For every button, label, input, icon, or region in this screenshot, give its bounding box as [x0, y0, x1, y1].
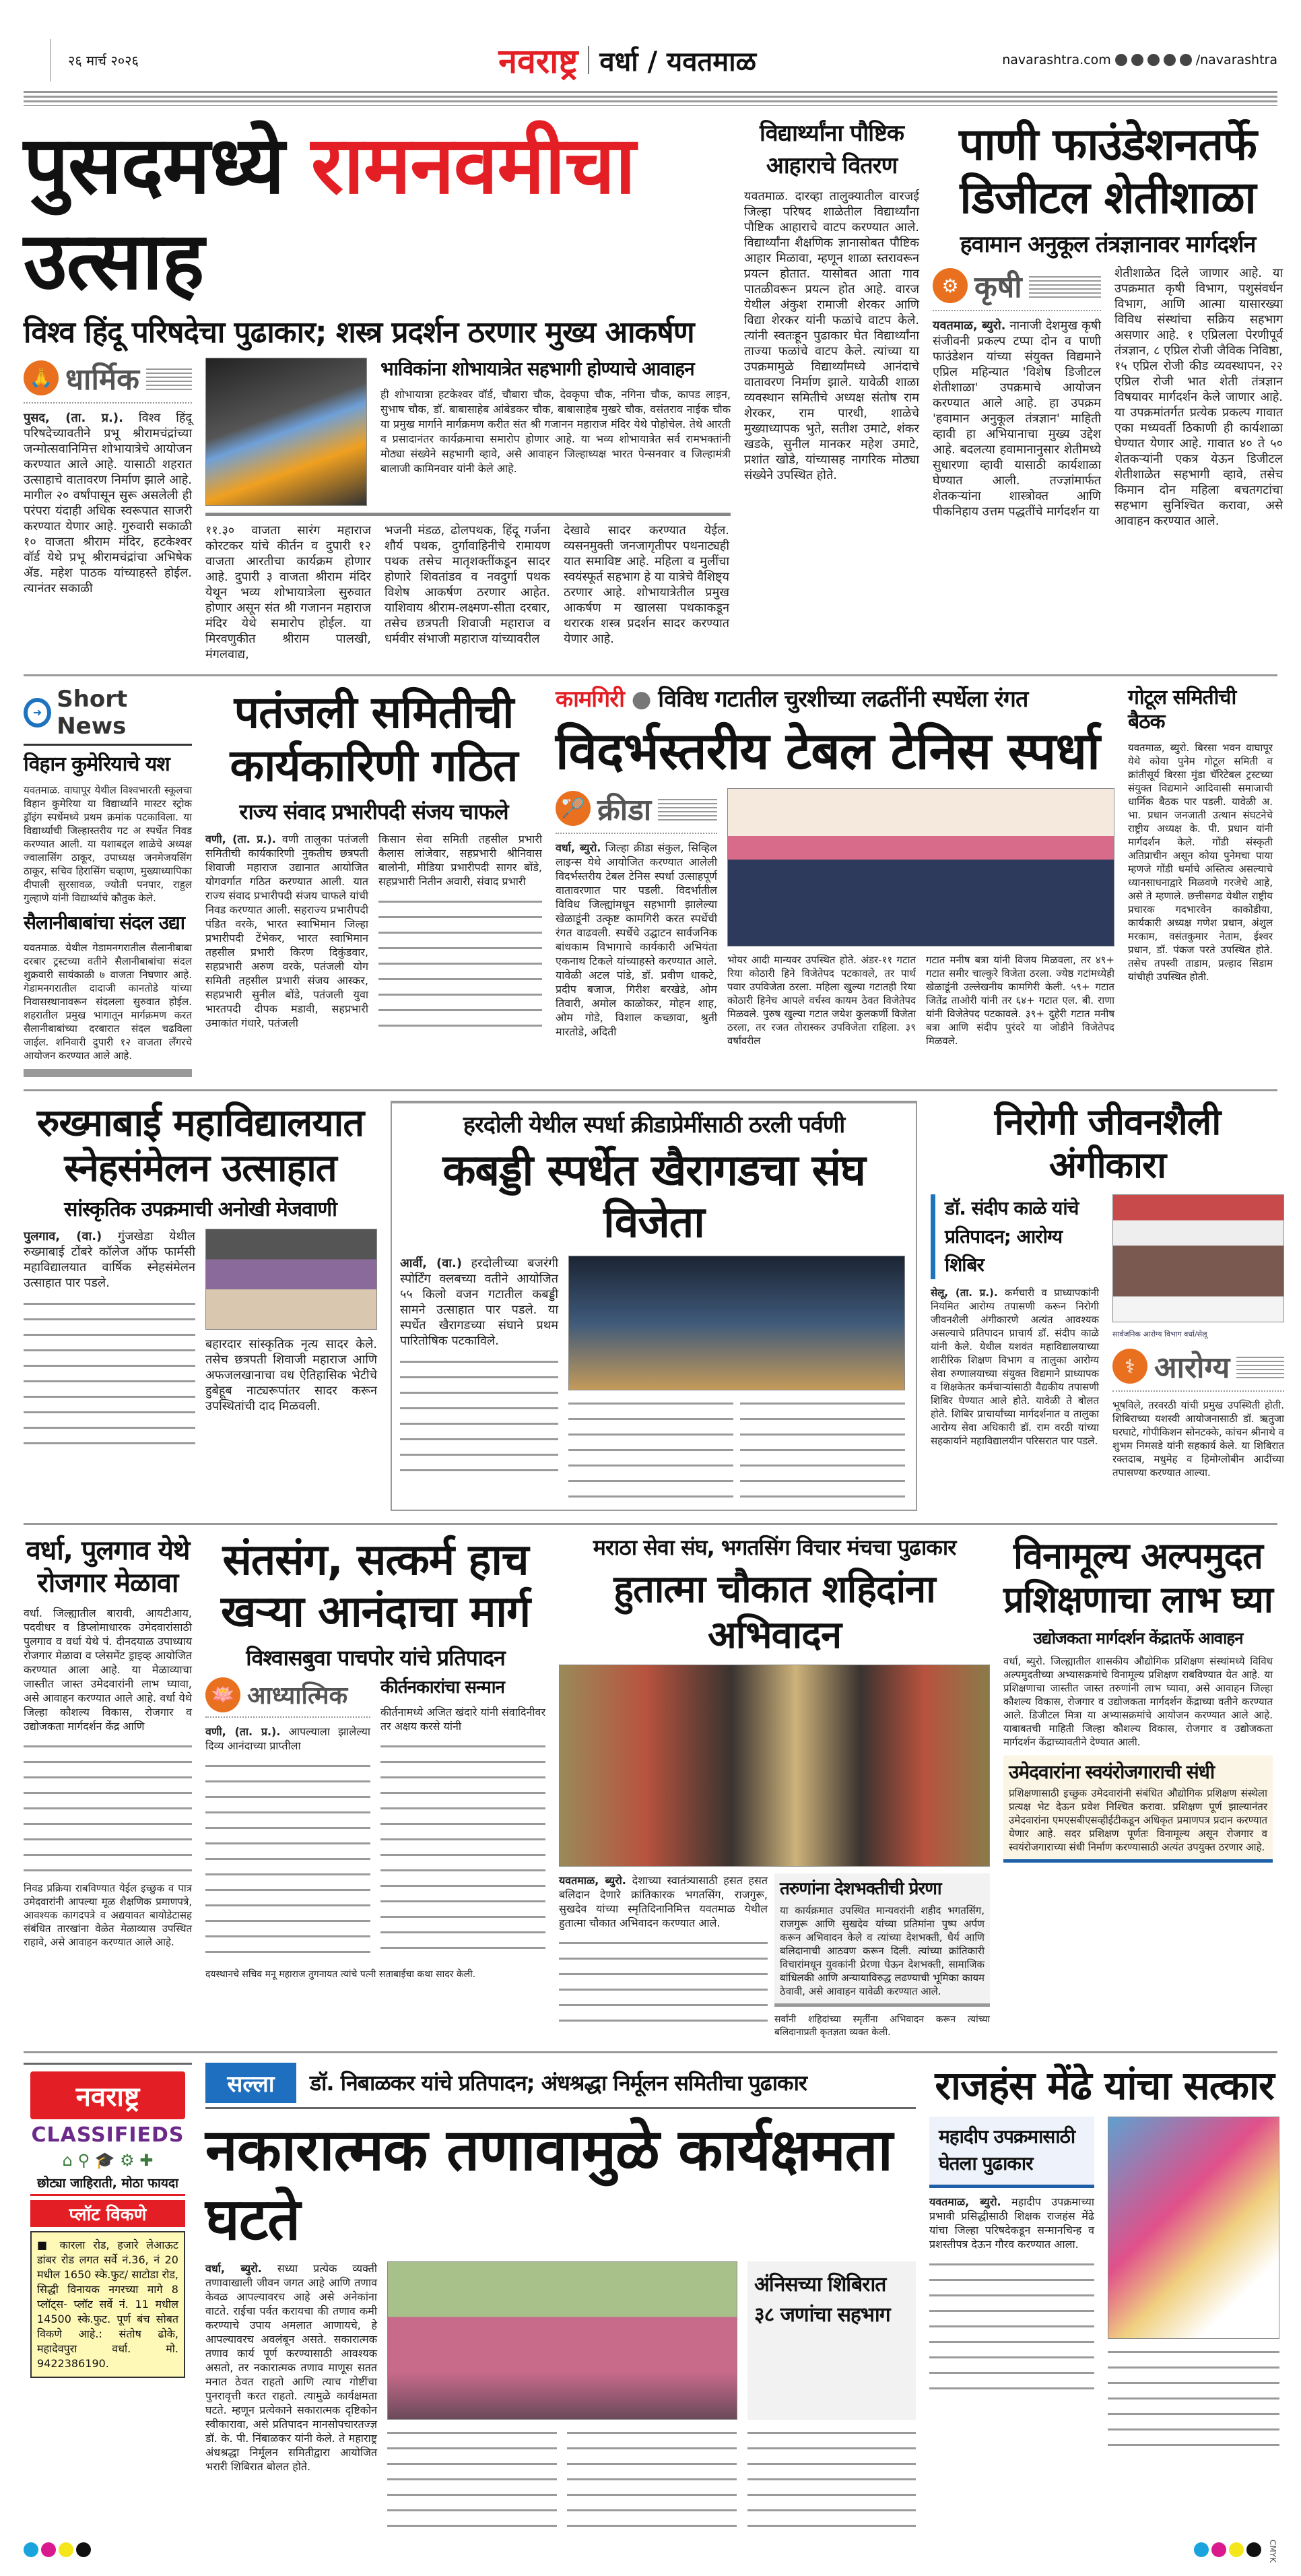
- classifieds-logo: नवराष्ट्र: [30, 2071, 185, 2119]
- nutrition-headline: विद्यार्थ्यांना पौष्टिक आहाराचे वितरण: [760, 120, 904, 179]
- registration-dots-right: [1194, 2542, 1264, 2560]
- maratha-headline: हुतात्मा चौकात शहिदांना अभिवादन: [613, 1568, 935, 1657]
- box-body: ही शोभायात्रा हटकेश्वर वॉर्ड, चौबारा चौक, देवकृपा चौक, नगिना चौक, कापड लाइन, सुभाष चौक, डॉ. बाबासाहेब आंबेडकर चौक, बाबासाहेब मुखरे चौक, वसंतराव नाईक चौक या प्रमुख मार्गाने मार्गक्रमण करीत संत श्री गजानन महाराज मंदिर येथे पोहोचेल. तेथे आरती व प्रसादानंतर कार्यक्रमाचा समारोप होणार आहे. या भव्य शोभायात्रेत सर्व रामभक्तांनी मोठ्या संख्येने सहभागी व्हावे, असे आवाहन जिल्हाध्यक्ष भारत पेन्सनवार व जिल्हामंत्री बालाजी कामिनवार यांनी केले आहे.: [380, 387, 731, 475]
- rukhmabai-body-2: बहारदार सांस्कृतिक नृत्य सादर केले. तसेच छत्रपती शिवाजी महाराज आणि अफजलखानाचा वध ऐतिहासिक भेटीचे हुबेहूब नाट्यरूपांतर सादर करून उपस्थितांची दाद मिळवली.: [205, 1337, 377, 1413]
- lord-ram-photo: [205, 358, 367, 506]
- section-label-arogya: ⚕ आरोग्य: [1112, 1346, 1284, 1392]
- rukhmabai-headline: रुख्माबाई महाविद्यालयात स्नेहसंमेलन उत्साहात: [36, 1101, 364, 1190]
- maratha-box-headline: तरुणांना देशभक्तीची प्रेरणा: [780, 1878, 941, 1899]
- kabaddi-body: आर्वी, (वा.) हरदोलीच्या बजरंगी स्पोर्टिंग क्लबच्या वतीने आयोजित ५५ किलो वजन गटातील कबड्डी सामने उत्साहात पार पडले. या स्पर्धेत खैरागडच्या संघाने प्रथम पारितोषिक पटकाविले.: [400, 1256, 558, 1348]
- patanjali-col-2: किसान सेवा समिती तहसील प्रभारी कैलास लांजेवार, सहप्रभारी श्रीनिवास बालोनी, मीडिया प्रभारीपदी सागर बोंडे, सहप्रभारी नितीन अवारी, संवाद प्रभारी: [378, 832, 542, 888]
- maratha-sidebar-box: [774, 1873, 990, 2007]
- rojgar-body: वर्धा. जिल्ह्यातील बारावी, आयटीआय, पदवीधर व डिप्लोमाधारक उमेदवारांसाठी पुलगाव व वर्धा येथे पं. दीनदयाळ उपाध्याय रोजगार मेळावा व प्लेसमेंट ड्राइव्ह आयोजित करण्यात आला आहे. या मेळाव्याचा जास्तीत जास्त उमेदवारांनी लाभ घ्यावा, असे आवाहन करण्यात आले आहे. वर्धा येथे जिल्हा कौशल्य विकास, रोजगार व उद्योजकता मार्गदर्शन केंद्र आणि: [24, 1606, 192, 1733]
- kabaddi-headline: कबड्डी स्पर्धेत खैरागडचा संघ विजेता: [442, 1146, 865, 1248]
- section-label-dharmik: 🙏 धार्मिक: [24, 358, 192, 404]
- kirtankar-headline: कीर्तनकारांचा सन्मान: [380, 1677, 504, 1698]
- rajhans-box: महादीप उपक्रमासाठी घेतला पुढाकार: [929, 2117, 1094, 2188]
- paani-col-2: शेतीशाळेत दिले जाणार आहे. या उपक्रमात कृषी विभाग, पशुसंवर्धन विभाग, आणि आत्मा यासारख्या विविध संस्थांचा सक्रिय सहभाग असणार आहे. १ एप्रिलला पेरणीपूर्व तंत्रज्ञान, ८ एप्रिल रोजी जैविक निविष्ठा, १५ एप्रिल रोजी कीड व्यवस्थापन, २२ एप्रिल रोजी भात शेती तंत्रज्ञान विषयावर मार्गदर्शन केले जाणार आहे. या उपक्रमांतर्गत प्रत्येक प्रकल्प गावात एका मध्यवर्ती ठिकाणी ही कार्यशाळा घेण्यात येणार आहे. गावात ४० ते ५० शेतकऱ्यांनी एकत्र येऊन डिजीटल शेतीशाळेत सहभागी व्हावे, तसेच किमान दोन महिला बचतगटांचा सहभाग सुनिश्चित करावा, असे आवाहन करण्यात आले.: [1114, 266, 1283, 529]
- tt-kicker: कामगिरी ● विविध गटातील चुरशीच्या लढतींनी स्पर्धेला रंगत: [556, 685, 1028, 713]
- kabaddi-team-photo: [568, 1256, 905, 1390]
- rukhmabai-body: पुलगाव, (वा.) गुंजखेडा येथील रुख्माबाई टोंबरे कॉलेज ऑफ फार्मसी महाविद्यालयात वार्षिक स्नेहसंमेलन उत्साहात पार पडले.: [24, 1229, 195, 1290]
- felicitation-photo: [1108, 2117, 1279, 2339]
- rukhmabai-photo: [205, 1229, 377, 1330]
- paani-col-1: यवतमाळ, ब्युरो. नानाजी देशमुख कृषी संजीवनी प्रकल्प टप्पा दोन व पाणी फाउंडेशन यांच्या संयुक्त विद्यमाने एप्रिल महिन्यात 'विशेष डिजीटल शेतीशाळा' उपक्रमाचे आयोजन करण्यात आले आहे. हा उपक्रम 'हवामान अनुकूल तंत्रज्ञान' माहिती व्हावी हा अभियानाचा मुख्य उद्देश आहे. बदलत्या हवामानानुसार शेतीमध्ये सुधारणा व्हावी यासाठी कार्यशाळा घेण्यात आली. तज्ज्ञांमार्फत शेतकऱ्यांना शास्त्रोक्त आणि पीकनिहाय उत्तम पद्धतींचे मार्गदर्शन या: [933, 319, 1101, 519]
- satsang-headline: संतसंग, सत्कर्म हाच खऱ्या आनंदाचा मार्ग: [221, 1535, 530, 1637]
- stress-kicker: डॉ. निबाळकर यांचे प्रतिपादन; अंधश्रद्धा निर्मूलन समितीचा पुढाकार: [310, 2069, 807, 2096]
- classifieds-category: प्लॉट विकणे: [30, 2200, 185, 2227]
- photo-caption: सार्वजनिक आरोग्य विभाग वर्धा/सेलू: [1112, 1330, 1207, 1339]
- masthead-rule: [24, 91, 1277, 106]
- short-news-2-body: यवतमाळ. येथील गेडामनगरातील सैलानीबाबा दरबार ट्रस्टच्या वतीने सैलानीबाबांचा संदल शुक्रवारी सायंकाळी ७ वाजता निघणार आहे. गेडामनगरातील दादाजी कानतोडे यांच्या निवासस्थानावरून संदलला सुरुवात होईल. शहरातील प्रमुख भागातून मार्गक्रमण करत सैलानीबाबांच्या दरबारात संदल चढविला जाईल. शनिवारी दुपारी १२ वाजता लँगरचे आयोजन करण्यात आले आहे.: [24, 941, 192, 1062]
- satsang-foot: दयस्थानचे सचिव मनू महाराज तुगनायत त्यांचे पत्नी सताबाईचा कथा सादर केली.: [205, 1968, 476, 1980]
- training-subhead: उद्योजकता मार्गदर्शन केंद्रातर्फे आवाहन: [1033, 1628, 1243, 1648]
- registration-dots: [24, 2542, 94, 2560]
- classifieds-tagline: छोट्या जाहिराती, मोठा फायदा: [30, 2174, 185, 2196]
- gotul-body: यवतमाळ, ब्युरो. बिरसा भवन वाघापूर येथे कोया पुनेम गोटूल समिती व क्रांतीसूर्य बिरसा मुंडा चॅरिटेबल ट्रस्टच्या संयुक्त विद्यमाने आदिवासी समाजाची धार्मिक बैठक पार पडली. यावेळी अ. भा. प्रधान जनजाती उत्थान संघटनेचे राष्ट्रीय अध्यक्ष के. पी. प्रधान यांनी मार्गदर्शन केले. गोंडी संस्कृती अतिप्राचीन असून कोया पुनेमचा पाया म्हणजे गोंडी धर्माचे अस्तित्व असल्याचे ध्यानसाधनाद्वारे मिळवणे गरजेचे आहे, असे ते म्हणाले. छत्तीसगढ येथील राष्ट्रीय प्रचारक गदभारवेन काकोडीया, कार्यकारी अध्यक्ष गणेश प्रधान, अंशुल मरकाम, वसंतकुमार नेताम, ईश्वर प्रधान, डॉ. पंकज परते उपस्थित होते. तसेच तपस्वी ताडाम, प्रल्हाद सिडाम यांचीही उपस्थित होती.: [1128, 741, 1273, 983]
- nirogi-headline: निरोगी जीवनशैली अंगीकारा: [994, 1100, 1221, 1187]
- anis-box-headline: अंनिसच्या शिबिरात ३८ जणांचा सहभाग: [754, 2273, 890, 2327]
- section-label-adhyatmik: 🪷 आध्यात्मिक: [205, 1677, 370, 1718]
- rojgar-headline: वर्धा, पुलगाव येथे रोजगार मेळावा: [26, 1535, 190, 1599]
- stress-headline: नकारात्मक तणावामुळे कार्यक्षमता घटते: [205, 2116, 892, 2254]
- tt-headline: विदर्भस्तरीय टेबल टेनिस स्पर्धा: [556, 720, 1100, 781]
- website-link[interactable]: navarashtra.com: [1002, 53, 1111, 67]
- stress-body: वर्धा, ब्युरो. सध्या प्रत्येक व्यक्ती तणावाखाली जीवन जगत आहे आणि तणाव केवळ आपल्यावरच आहे असे अनेकांना वाटते. राईचा पर्वत करायचा की तणाव कमी करण्याचे उपाय अमलात आणायचे, हे आपल्यावरच अवलंबून असते. सकारात्मक तणाव कार्य पूर्ण करण्यासाठी आवश्यक असतो, तर नकारात्मक तणाव माणूस सतत मनात ठेवत राहतो आणि त्याच गोष्टींचा पुनरावृत्ती करत राहतो. त्यामुळे कार्यक्षमता घटते. म्हणून प्रत्येकाने सकारात्मक दृष्टिकोन स्वीकारावा, असे प्रतिपादन मानसोपचारतज्ज्ञ डॉ. के. पी. निंबाळकर यांनी केले. ते महाराष्ट्र अंधश्रद्धा निर्मूलन समितीद्वारा आयोजित भरारी शिबिरात बोलत होते.: [205, 2262, 377, 2474]
- training-headline: विनामूल्य अल्पमुदत प्रशिक्षणाचा लाभ घ्या: [1003, 1534, 1273, 1621]
- social-handle[interactable]: /navarashtra: [1195, 53, 1277, 67]
- box-headline: भाविकांना शोभायात्रेत सहभागी होण्याचे आवाहन: [380, 357, 694, 380]
- cmyk-label: CMYK: [1268, 2540, 1277, 2563]
- kirtankar-body: कीर्तनामध्ये अजित खंदारे यांनी संवादिनीवर तर अक्षय करसे यांनी: [380, 1706, 545, 1733]
- lead-col-3: भजनी मंडळ, ढोलपथक, हिंदू गर्जना शौर्य पथक, दुर्गावाहिनीचे रामायण पथक तसेच मातृशक्तींकडून सादर होणारे शिवतांडव व नवदुर्गा पथक विशेष आकर्षण ठरणार आहेत. याशिवाय श्रीराम-लक्ष्मण-सीता दरबार, तसेच छत्रपती शिवाजी महाराज व धर्मवीर संभाजी महाराज यांच्यावरील: [385, 523, 550, 646]
- rajhans-headline: राजहंस मेंढे यांचा सत्कार: [935, 2062, 1274, 2108]
- facebook-icon[interactable]: [1115, 54, 1127, 66]
- martyrs-memorial-photo: [559, 1665, 990, 1867]
- shuttlecock-icon: 🏸: [556, 791, 591, 826]
- tt-col-1: वर्धा, ब्युरो. जिल्हा क्रीडा संकुल, सिव्हिल लाइन्स येथे आयोजित करण्यात आलेली विदर्भस्तरीय टेबल टेनिस स्पर्धा उत्साहपूर्ण वातावरणात पार पडली. विदर्भातील विविध जिल्ह्यांमधून सहभागी झालेल्या खेळाडूंनी उत्कृष्ट कामगिरी करत स्पर्धेची रंगत वाढवली. स्पर्धेचे उद्घाटन सार्वजनिक बांधकाम विभागाचे कार्यकारी अभियंता एकनाथ टिकले यांच्याहस्ते करण्यात आले. यावेळी अटल पांडे, डॉ. प्रवीण धाकटे, प्रदीप बजाज, गिरीश बरखेडे, ओम तिवारी, अमोल काळोकर, मोहन शाह, ओम गोडे, विशाल कच्छावा, श्रुती मारतोडे, अदिती: [556, 841, 717, 1038]
- anis-camp-photo: [387, 2261, 737, 2420]
- nirogi-body-2: भूषविले, तरवरठी यांची प्रमुख उपस्थिती होती. शिबिराच्या यशस्वी आयोजनासाठी डॉ. ऋतुजा घरघाटे, गोपीकिशन सोनटक्के, कांचन श्रीनाथे व शुभम निमसडे यांनी सहकार्य केले. या शिबिरात रक्तदाब, मधुमेह व हिमोग्लोबीन आदींच्या तपासण्या करण्यात आल्या.: [1112, 1399, 1284, 1479]
- arrow-icon: ➜: [24, 698, 51, 728]
- rajhans-body: यवतमाळ, ब्युरो. महादीप उपक्रमाच्या प्रभावी प्रसिद्धीसाठी शिक्षक राजहंस मेंढे यांचा जिल्हा परिषदेकडून सन्मानचिन्ह व प्रशस्तीपत्र देऊन गौरव करण्यात आला.: [929, 2195, 1094, 2251]
- tt-col-3: गटात मनीष बत्रा यांनी विजय मिळवला, तर ४९+ गटात समीर चाल्कुरे विजेता ठरला. ज्येष्ठ गटांमध्येही खेळाडूंनी उल्लेखनीय कामगिरी केली. ५९+ गटात जितेंद्र ताओरी यांनी तर ६४+ गटात एल. बी. राणा यांनी विजेतेपद पटकावले. ३९+ दुहेरी गटात मनीष बत्रा आणि संदीप पुरंदरे या जोडीने विजेतेपद मिळवले.: [926, 953, 1114, 1047]
- short-news-2-headline: सैलानीबाबांचा संदल उद्या: [24, 911, 185, 934]
- kabaddi-box: [391, 1101, 917, 1511]
- kabaddi-kicker: हरदोली येथील स्पर्धा क्रीडाप्रेमींसाठी ठरली पर्वणी: [463, 1111, 845, 1138]
- patanjali-subhead: राज्य संवाद प्रभारीपदी संजय चाफले: [239, 799, 508, 825]
- rojgar-body-end: निवड प्रक्रिया राबविण्यात येईल इच्छुक व पात्र उमेदवारांनी आपल्या मूळ शैक्षणिक प्रमाणपत्रे, आवश्यक कागदपत्रे व अद्ययावत बायोडेटासह संबंधित तारखांना वेळेत मेळाव्यास उपस्थित राहावे, असे आवाहन करण्यात आले आहे.: [24, 1881, 192, 1948]
- salla-tag: सल्ला: [205, 2063, 296, 2103]
- lotus-meditation-icon: 🪷: [205, 1677, 240, 1712]
- nirogi-body: सेलू, (ता. प्र.). कर्मचारी व प्राध्यापकांनी नियमित आरोग्य तपासणी करून निरोगी जीवनशैली अंगीकारणे अत्यंत आवश्यक असल्याचे प्रतिपादन प्राचार्य डॉ. संदीप काळे यांनी केले. येथील यशवंत महाविद्यालयाच्या शारीरिक शिक्षण विभाग व तालुका आरोग्य सेवा रुग्णालयाच्या संयुक्त विद्यमाने प्राध्यापक व शिक्षकेतर कर्मचाऱ्यांसाठी वैद्यकीय तपासणी शिबिर घेण्यात आले होते. यावेळी ते बोलत होते. शिबिर प्राचार्यांच्या मार्गदर्शनात व तालुका आरोग्य सेवा अधिकारी डॉ. राम वरठी यांच्या सहकार्याने महाविद्यालयीन परिसरात पार पडले.: [931, 1287, 1099, 1448]
- lead-col-2: ११.३० वाजता सारंग महाराज कोरटकर यांचे कीर्तन व दुपारी १२ वाजता आरतीचा कार्यक्रम होणार आहे. दुपारी ३ वाजता श्रीराम मंदिर येथून भव्य शोभायात्रेला सुरुवात होणार असून संत श्री गजानन महाराज मंदिर येथे समारोप होईल. या मिरवणुकीत श्रीराम पालखी, मंगलवाद्य,: [205, 523, 371, 662]
- short-news-1-headline: विहान कुमेरियाचे यश: [24, 752, 170, 776]
- x-icon[interactable]: [1147, 54, 1160, 66]
- masthead: [24, 0, 1277, 91]
- training-box: उमेदवारांना स्वयंरोजगाराची संधी प्रशिक्षणासाठी इच्छुक उमेदवारांनी संबंधित औद्योगिक प्रशिक्षण संस्थेला प्रत्यक्ष भेट देऊन प्रवेश निश्चित करावा. प्रशिक्षण पूर्ण झाल्यानंतर उमेदवारांना एमएसबीएसव्हीईटीकडून अधिकृत प्रमाणपत्र प्रदान करण्यात येणार आहे. सदर प्रशिक्षण पूर्णतः विनामूल्य असून रोजगार व स्वयंरोजगाराच्या संधी निर्माण करण्यासाठी अत्यंत उपयुक्त ठरणार आहे.: [1003, 1756, 1273, 1863]
- wheat-gear-icon: ⚙: [933, 268, 968, 303]
- paani-subhead: हवामान अनुकूल तंत्रज्ञानावर मार्गदर्शन: [960, 231, 1256, 259]
- gotul-headline: गोटूल समितीची बैठक: [1128, 685, 1236, 734]
- health-camp-photo: [1112, 1194, 1284, 1322]
- lead-subhead: विश्व हिंदू परिषदेचा पुढाकार; शस्त्र प्रदर्शन ठरणार मुख्य आकर्षण: [24, 315, 694, 350]
- lead-col-4: देखावे सादर करण्यात येईल. व्यसनमुक्ती जनजागृतीपर पथनाट्यही यात समाविष्ट आहे. महिला व मुलींचा स्वयंस्फूर्त सहभाग हे या यात्रेचे वैशिष्ट्य ठरणार आहे. शोभायात्रेतील प्रमुख आकर्षण म खालसा पथकाकडून थरारक शस्त्र प्रदर्शन सादर करण्यात येणार आहे.: [564, 523, 729, 646]
- rukhmabai-subhead: सांस्कृतिक उपक्रमाची अनोखी मेजवाणी: [64, 1197, 337, 1221]
- nirogi-box: डॉ. संदीप काळे यांचे प्रतिपादन; आरोग्य शिबिर: [931, 1194, 1099, 1279]
- anis-box: [747, 2261, 916, 2420]
- edition-name: वर्धा / यवतमाळ: [599, 46, 756, 77]
- nutrition-body: यवतमाळ. दारव्हा तालुक्यातील वारजई जिल्हा परिषद शाळेतील विद्यार्थ्यांना पौष्टिक आहाराचे वाटप करण्यात आले. विद्यार्थ्यांना शैक्षणिक ज्ञानासोबत पौष्टिक आहार मिळावा, म्हणून शाळा स्तरावरून प्रयत्न होतात. यासोबत आता गाव पातळीवरून प्रयत्न होत आहे. वारज येथील अंकुश रामाजी शेरकर आणि विद्या शेरकर यांनी फळांचे वाटप केले. त्यांनी स्वतःहून पुढाकार घेत विद्यार्थ्यांना ताज्या फळांचे वाटप केले. त्यांच्या या उपक्रमामुळे विद्यार्थ्यांमध्ये आनंदाचे वातावरण निर्माण झाले. यावेळी शाळा व्यवस्थान समितीचे अध्यक्ष संतोष राम शेरकर, राम पारधी, शाळेचे मुख्याध्यापक भुते, सतीश उमाटे, शंकर खडके, सुनील मानकर महेश उमाटे, प्रशांत खोडे, यांच्यासह नागरिक मोठ्या संख्येने उपस्थित होते.: [744, 189, 919, 483]
- section-label-krushi: ⚙ कृषी: [933, 265, 1101, 311]
- lead-headline: पुसदमध्ये रामनवमीचा उत्साह: [24, 119, 636, 307]
- patanjali-headline: पतंजली समितीची कार्यकारिणी गठित: [230, 686, 518, 792]
- threads-icon[interactable]: [1180, 54, 1192, 66]
- training-body: वर्धा, ब्युरो. जिल्ह्यातील शासकीय औद्योगिक प्रशिक्षण संस्थांमध्ये विविध अल्पमुदतीच्या अभ्यासक्रमांचे विनामूल्य प्रशिक्षण राबविण्यात येत आहे. या प्रशिक्षणाचा जास्तीत जास्त तरुणांनी लाभ घ्यावा, असे आवाहन जिल्हा कौशल्य विकास, रोजगार व उद्योजकता मार्गदर्शन केंद्राच्या वतीने करण्यात आले. डिजीटल मित्रा या अभ्यासक्रमांचे आयोजन करण्यात आले आहे. याबाबतची माहिती जिल्हा कौशल्य विकास, रोजगार व उद्योजकता मार्गदर्शन केंद्राच्यावतीने देण्यात आली.: [1003, 1655, 1273, 1749]
- patanjali-col-1: वणी, (ता. प्र.). वणी तालुका पतंजली समितीची कार्यकारिणी नुकतीच छत्रपती शिवाजी महाराज उद्यानात आयोजित योगवर्गात गठित करण्यात आली. यात राज्य संवाद प्रभारीपदी संजय चाफले यांची निवड करण्यात आली. सहराज्य प्रभारीपदी पंडित वरके, भारत स्वाभिमान जिल्हा प्रभारीपदी टेंभेकर, भारत स्वाभिमान तहसील प्रभारी किरण दिकुंडवार, सहप्रभारी अरुण वरके, पतंजली योग समिती तहसील प्रभारी संजय आस्कर, सहप्रभारी सुनील बोंडे, पतंजली युवा भारतपदी दीपक मडावी, सहप्रभारी उमाकांत गंधारे, पतंजली: [205, 832, 368, 1029]
- youtube-icon[interactable]: [1164, 54, 1176, 66]
- maratha-foot: सर्वांनी शहिदांच्या स्मृतींना अभिवादन करून त्यांच्या बलिदानाप्रती कृतज्ञता व्यक्त केली.: [774, 2014, 990, 2038]
- classified-ad: ■ कारला रोड, हजारे लेआऊट डांबर रोड लगत सर्वे नं.36, नं 20 मधील 1650 स्के.फुट/ साटोडा रोड, सिद्धी विनायक नगरच्या मागे 8 प्लॉट्स- प्लॉट सर्वे नं. 11 मधील 14500 स्के.फुट. पूर्ण बंच सोबत विकणे आहे.: संतोष ढोके, महादेवपुरा वर्धा. मो. 9422386190.: [30, 2231, 185, 2378]
- maratha-kicker: मराठा सेवा संघ, भगतसिंग विचार मंचचा पुढाकार: [593, 1534, 956, 1560]
- section-label-krida: 🏸 क्रीडा: [556, 788, 717, 834]
- instagram-icon[interactable]: [1131, 54, 1143, 66]
- paani-headline: पाणी फाउंडेशनतर्फे डिजीटल शेतीशाळा: [959, 119, 1257, 224]
- satsang-subhead: विश्वासबुवा पाचपोर यांचे प्रतिपादन: [246, 1644, 505, 1671]
- issue-date: २६ मार्च २०२६: [51, 39, 253, 82]
- short-news-1-body: यवतमाळ. वाघापूर येथील विश्वभारती स्कूलचा विहान कुमेरिया या विद्यार्थ्याने मास्टर स्ट्रोक ड्रॉइंग स्पर्धेमध्ये प्रथम क्रमांक पटकाविला. या विद्यार्थ्याची जिल्हास्तरीय गट अ स्पर्धेत निवड करण्यात आली. या यशाबद्दल शाळेचे अध्यक्ष ज्वालासिंग ठाकूर, उपाध्यक्ष जनमेजयसिंग ठाकूर, सचिव हिरासिंग चव्हाण, मुख्याध्यापिका दीपाली सुरसावळ, ज्योती पनपार, राहुल गुल्हाणे यांनी विद्यार्थ्याचे कौतुक केले.: [24, 783, 192, 904]
- short-news-label: ➜ Short News: [24, 686, 192, 746]
- maratha-body: यवतमाळ, ब्युरो. देशाच्या स्वातंत्र्यासाठी हसत हसत बलिदान देणारे क्रांतिकारक भगतसिंग, राजगुरू, सुखदेव यांच्या स्मृतिदिनानिमित्त यवतमाळ येथील हुतात्मा चौकात अभिवादन करण्यात आले.: [559, 1873, 768, 1929]
- classifieds-icons: ⌂ ⚲ 🎓 ⚙ ✚: [62, 2150, 154, 2170]
- doctor-icon: ⚕: [1112, 1349, 1147, 1384]
- tt-winners-photo: [727, 788, 1114, 946]
- namaste-icon: 🙏: [24, 360, 59, 395]
- classifieds-panel: [24, 2063, 192, 2385]
- maratha-box-body: या कार्यक्रमात उपस्थित मान्यवरांनी शहीद भगतसिंग, राजगुरू आणि सुखदेव यांच्या प्रतिमांना पुष्प अर्पण करून अभिवादन केले व त्यांच्या देशभक्ती, धैर्य आणि बलिदानाची आठवण करून दिली. त्यांच्या क्रांतिकारी विचारांमधून युवकांनी प्रेरणा घेऊन देशभक्ती, सामाजिक बांधिलकी आणि अन्यायाविरुद्ध लढण्याची भूमिका कायम ठेवावी, असे आवाहन यावेळी करण्यात आले.: [780, 1904, 985, 1997]
- satsang-body: वणी, (ता. प्र.). आपल्याला झालेल्या दिव्य आनंदाच्या प्राप्तीला: [205, 1725, 370, 1752]
- masthead-logo: नवराष्ट्र: [498, 42, 578, 81]
- classifieds-title: CLASSIFIEDS: [31, 2123, 185, 2147]
- tt-col-2: भोयर आदी मान्यवर उपस्थित होते. अंडर-११ गटात रिया कोठारी हिने विजेतेपद पटकावले, तर पार्थ पवार उपविजेता ठरला. महिला खुल्या गटातही रिया कोठारी हिनेच आपले वर्चस्व कायम ठेवत विजेतेपद मिळवले. पुरुष खुल्या गटात जयेश कुलकर्णी विजेता ठरला, तर रजत तोरास्कर उपविजेता राहिला. ३९ वर्षांवरील: [727, 953, 916, 1047]
- lead-col-1: पुसद, (ता. प्र.). विश्व हिंदू परिषदेच्यावतीने प्रभू श्रीरामचंद्रांच्या जन्मोत्सवानिमित्त शोभायात्रेचे आयोजन करण्यात आले आहे. यासाठी शहरात उत्साहाचे वातावरण निर्माण झाले आहे. मागील २० वर्षांपासून सुरू असलेली ही परंपरा यंदाही अधिक स्वरूपात साजरी करण्यात येणार आहे. गुरुवारी सकाळी १० वाजता श्रीराम मंदिर, हटकेश्वर वॉर्ड येथे प्रभू श्रीरामचंद्रांचा अभिषेक ॲड. महेश पाठक यांच्याहस्ते होईल. त्यानंतर सकाळी: [24, 410, 192, 595]
